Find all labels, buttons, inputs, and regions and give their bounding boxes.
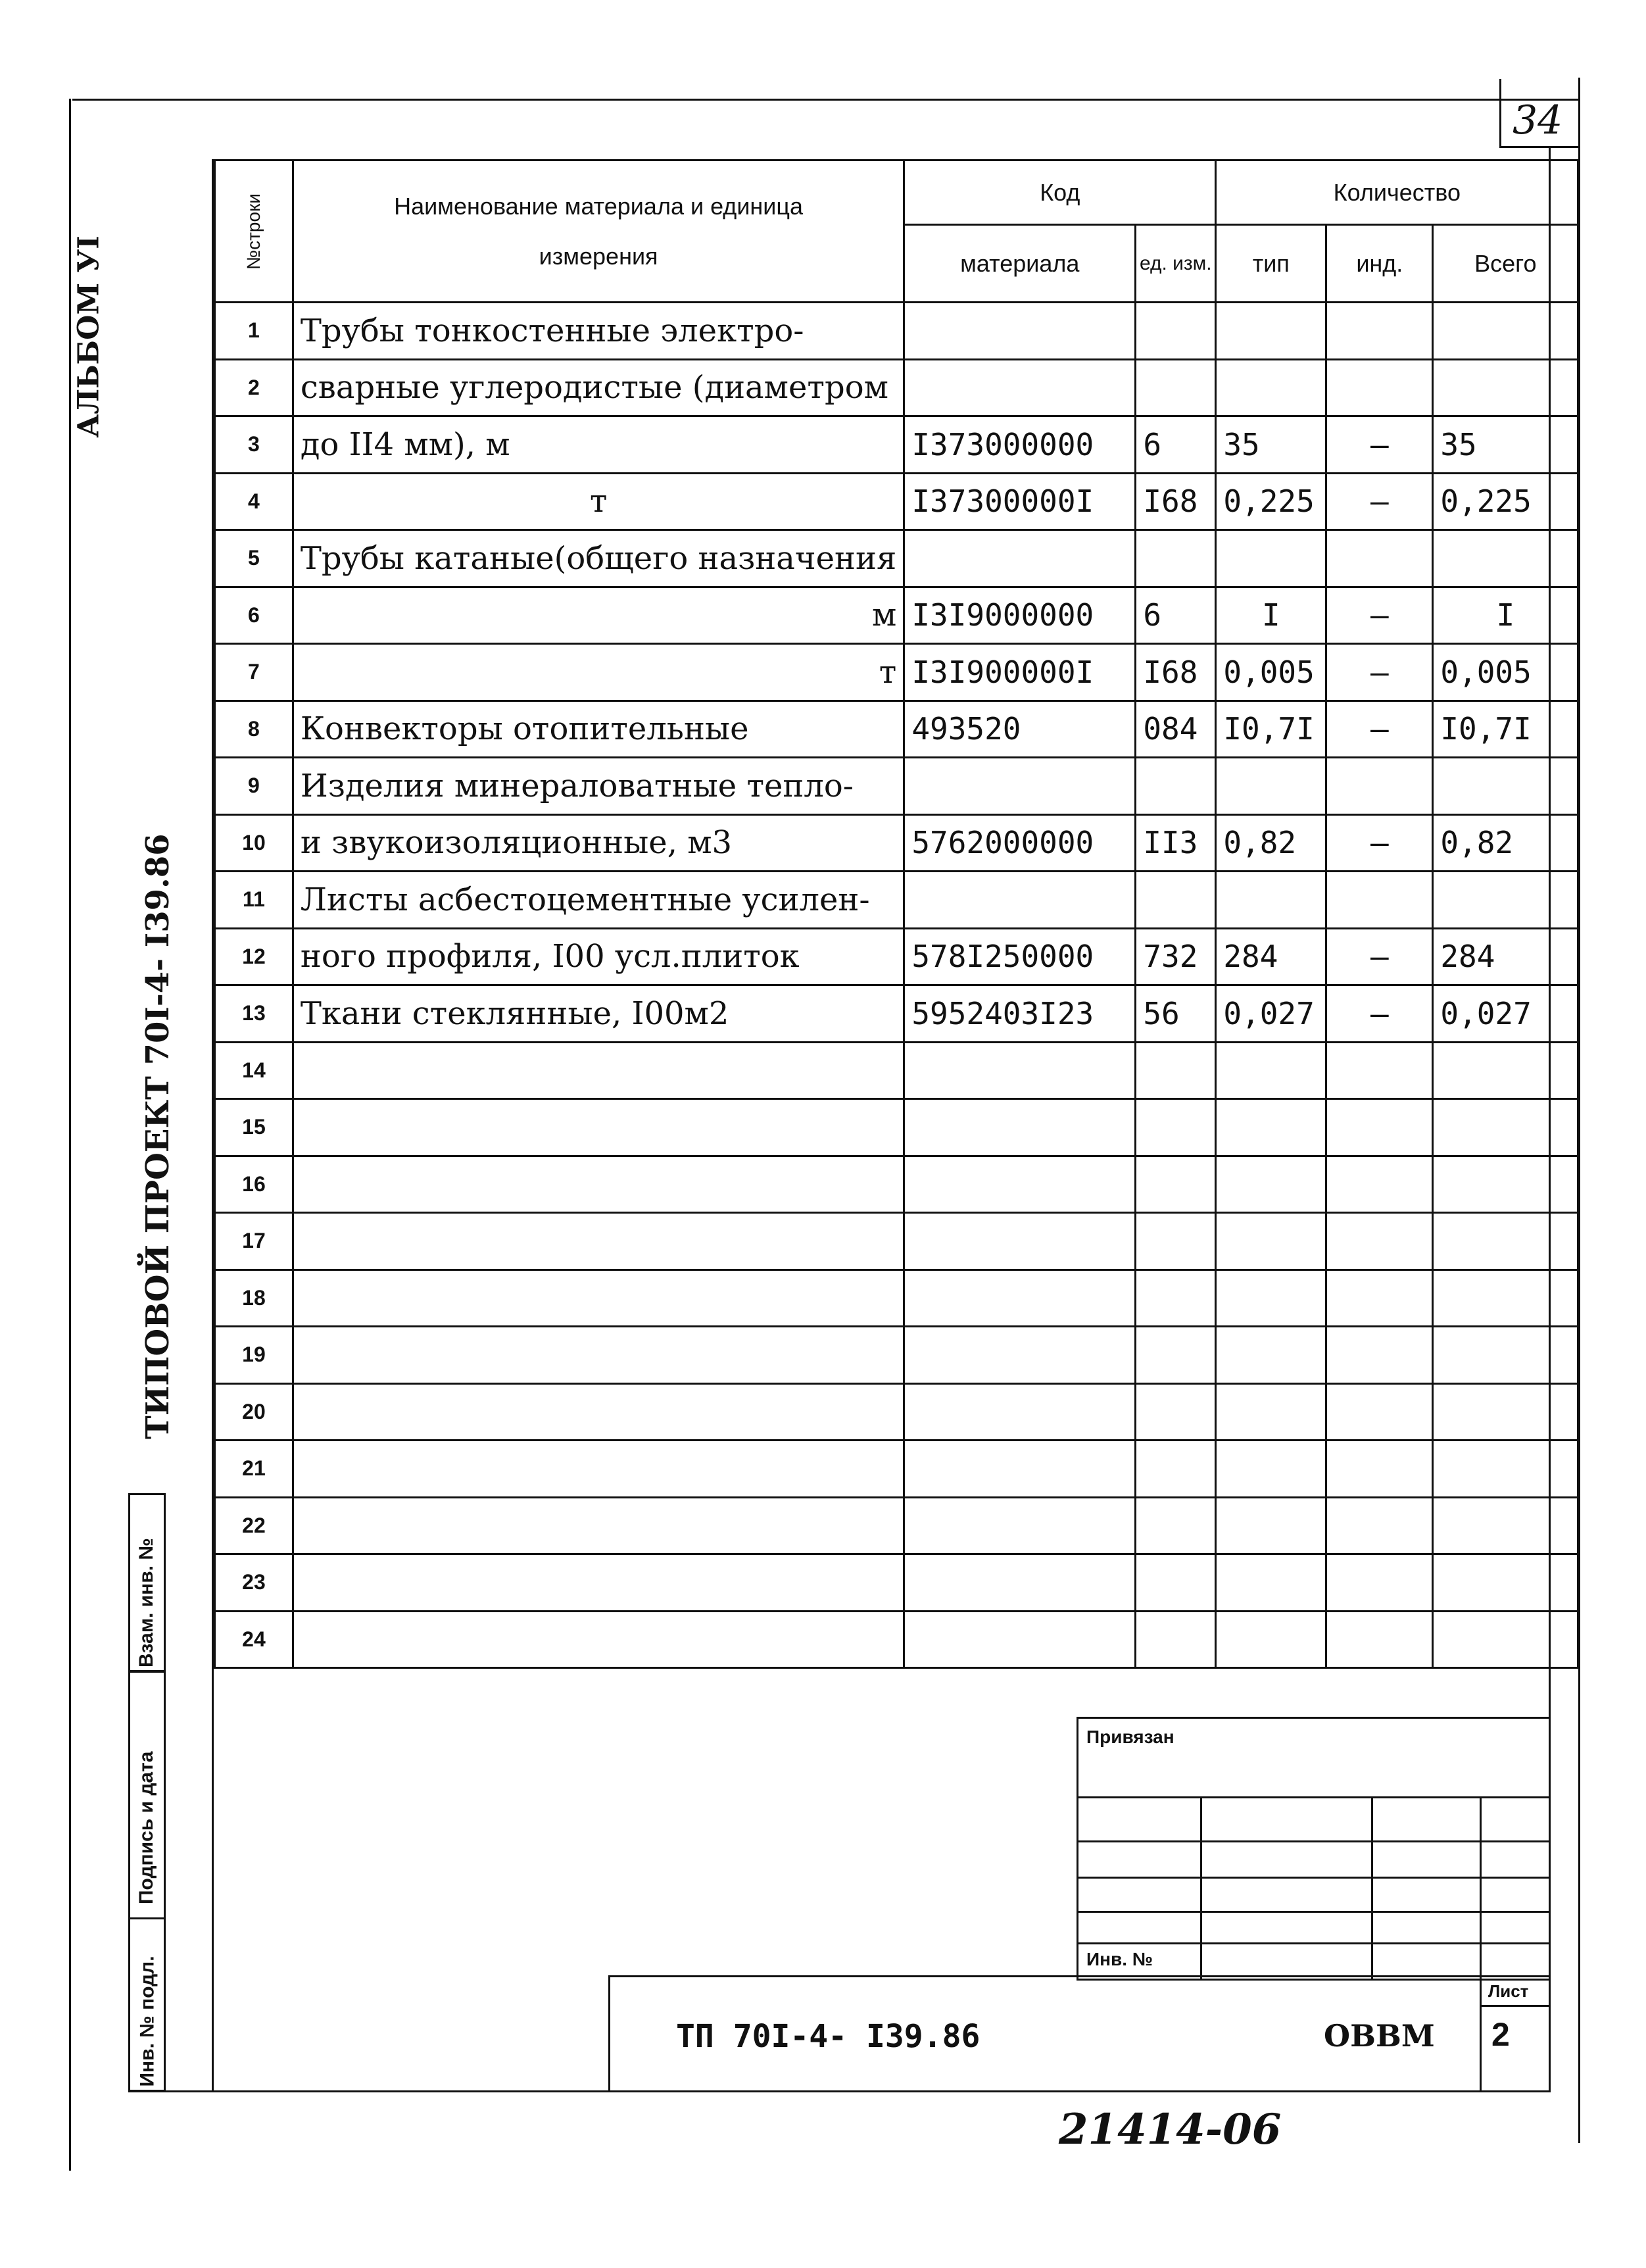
project-title: ТИПОВОЙ ПРОЕКТ 70I-4- I39.86 [139,833,176,1439]
material-code-cell [904,1156,1136,1213]
qty-type-cell: I [1216,587,1326,644]
doc-code: ТП 70I-4- I39.86 [676,2018,980,2055]
qty-type-cell [1216,1611,1326,1668]
unit-code-cell: I68 [1136,473,1216,530]
row-number-cell: 18 [215,1270,293,1327]
material-code-cell: I3I9000000 [904,587,1136,644]
material-name-cell [293,1611,904,1668]
row-number-cell: 16 [215,1156,293,1213]
table-row [215,758,1578,815]
table-row [215,359,1578,416]
material-name-cell [293,1213,904,1270]
stamp-column-signature [128,1671,166,1919]
qty-ind-cell [1326,1383,1433,1441]
material-code-cell [904,872,1136,929]
qty-type-cell: 284 [1216,928,1326,985]
qty-type-cell [1216,872,1326,929]
table-row [215,1042,1578,1099]
qty-ind-cell: – [1326,814,1433,872]
material-name-cell: Трубы катаные(общего назначения [293,530,904,587]
qty-ind-cell [1326,1099,1433,1156]
material-code-cell [904,1554,1136,1612]
doc-mark: ОВВМ [1324,2018,1435,2054]
frame-left-line [69,99,71,2171]
row-number-cell: 17 [215,1213,293,1270]
qty-total-cell [1433,1099,1578,1156]
unit-code-cell: 084 [1136,701,1216,758]
material-code-cell [904,359,1136,416]
grid-line [1200,1796,1202,1979]
qty-ind-cell [1326,303,1433,360]
qty-total-cell: 0,225 [1433,473,1578,530]
qty-type-cell [1216,1042,1326,1099]
sheet-cell-line [1480,1977,1482,2092]
row-number-cell: 10 [215,814,293,872]
row-number-cell: 2 [215,359,293,416]
materials-table [214,159,1579,1669]
qty-total-cell: 35 [1433,416,1578,474]
unit-code-cell [1136,1042,1216,1099]
qty-ind-cell [1326,359,1433,416]
material-code-cell [904,1270,1136,1327]
material-name-cell: и звукоизоляционные, м3 [293,814,904,872]
header-code: Код [904,160,1216,225]
table-row [215,1554,1578,1612]
row-number-cell: 6 [215,587,293,644]
privyazan-label: Привязан [1086,1727,1174,1747]
qty-ind-cell: – [1326,416,1433,474]
table-row [215,814,1578,872]
qty-ind-cell: – [1326,587,1433,644]
privyazan-block [1077,1717,1551,1981]
qty-type-cell [1216,1441,1326,1498]
qty-total-cell: 0,027 [1433,985,1578,1043]
material-code-cell: 5952403I23 [904,985,1136,1043]
material-code-cell [904,1497,1136,1554]
material-name-cell: Листы асбестоцементные усилен- [293,872,904,929]
qty-total-cell [1433,530,1578,587]
table-row [215,1383,1578,1441]
material-code-cell [904,1099,1136,1156]
header-code-unit [1136,225,1216,303]
qty-ind-cell: – [1326,985,1433,1043]
qty-total-cell [1433,872,1578,929]
stamp-label: Подпись и дата [135,1751,157,1904]
stamp-column-inv-original [128,1917,166,2092]
unit-code-cell [1136,1497,1216,1554]
qty-type-cell [1216,303,1326,360]
qty-ind-cell [1326,1270,1433,1327]
table-row [215,644,1578,701]
table-row [215,701,1578,758]
page-number: 34 [1513,97,1563,143]
material-code-cell: I3I900000I [904,644,1136,701]
qty-total-cell: 0,82 [1433,814,1578,872]
qty-ind-cell [1326,1554,1433,1612]
header-qty-total: Всего [1433,225,1578,303]
material-code-cell: I373000000 [904,416,1136,474]
material-name-cell [293,1327,904,1384]
qty-type-cell [1216,1554,1326,1612]
qty-ind-cell [1326,1213,1433,1270]
qty-ind-cell: – [1326,473,1433,530]
qty-type-cell [1216,1327,1326,1384]
material-name-cell [293,1383,904,1441]
qty-type-cell [1216,359,1326,416]
header-row-number-label: №строки [243,193,264,270]
stamp-label: Инв. № подл. [136,1956,158,2087]
table-row [215,416,1578,474]
table-row [215,1213,1578,1270]
material-name-cell: до II4 мм), м [293,416,904,474]
material-name-cell: Трубы тонкостенные электро- [293,303,904,360]
header-name-label: Наименование материала и единица измерения [394,192,804,270]
unit-code-cell: I68 [1136,644,1216,701]
material-code-cell [904,1611,1136,1668]
table-row [215,872,1578,929]
qty-total-cell [1433,359,1578,416]
unit-code-cell [1136,758,1216,815]
table-row [215,1611,1578,1668]
unit-code-cell [1136,303,1216,360]
qty-type-cell: 35 [1216,416,1326,474]
qty-ind-cell [1326,872,1433,929]
row-number-cell: 7 [215,644,293,701]
row-number-cell: 12 [215,928,293,985]
unit-code-cell [1136,1156,1216,1213]
grid-line [1480,1796,1482,1979]
material-name-cell: т [293,473,904,530]
qty-type-cell [1216,530,1326,587]
page-number-box-line [1499,79,1501,148]
material-name-cell [293,1497,904,1554]
sheet-number: 2 [1491,2016,1510,2053]
material-name-cell: сварные углеродистые (диаметром [293,359,904,416]
unit-code-cell [1136,1441,1216,1498]
qty-total-cell [1433,1611,1578,1668]
unit-code-cell [1136,1554,1216,1612]
qty-total-cell: I [1433,587,1578,644]
header-qty-ind: инд. [1326,225,1433,303]
header-name [293,160,904,303]
material-name-cell [293,1156,904,1213]
qty-total-cell [1433,1042,1578,1099]
qty-type-cell [1216,1497,1326,1554]
qty-total-cell [1433,1156,1578,1213]
material-name-cell: Изделия минераловатные тепло- [293,758,904,815]
grid-line [1371,1796,1373,1979]
doc-stamp [608,1975,1551,2092]
row-number-cell: 9 [215,758,293,815]
row-number-cell: 23 [215,1554,293,1612]
qty-ind-cell [1326,758,1433,815]
row-number-cell: 1 [215,303,293,360]
row-number-cell: 5 [215,530,293,587]
qty-type-cell [1216,1270,1326,1327]
qty-total-cell [1433,1327,1578,1384]
material-code-cell [904,1327,1136,1384]
material-name-cell: Ткани стеклянные, I00м2 [293,985,904,1043]
unit-code-cell [1136,359,1216,416]
material-code-cell [904,530,1136,587]
row-number-cell: 13 [215,985,293,1043]
row-number-cell: 19 [215,1327,293,1384]
material-code-cell [904,1042,1136,1099]
unit-code-cell [1136,872,1216,929]
header-qty-type: тип [1216,225,1326,303]
header-code-unit-label: ед. изм. [1139,252,1212,274]
unit-code-cell [1136,530,1216,587]
qty-total-cell [1433,303,1578,360]
stamp-label: Взам. инв. № [135,1538,157,1667]
qty-total-cell: 284 [1433,928,1578,985]
stamp-column-replacement [128,1493,166,1672]
unit-code-cell: 732 [1136,928,1216,985]
material-name-cell: м [293,587,904,644]
qty-type-cell: 0,225 [1216,473,1326,530]
qty-type-cell [1216,1383,1326,1441]
row-number-cell: 11 [215,872,293,929]
header-code-material: материала [904,225,1136,303]
qty-total-cell [1433,1383,1578,1441]
row-number-cell: 24 [215,1611,293,1668]
row-number-cell: 15 [215,1099,293,1156]
unit-code-cell [1136,1327,1216,1384]
qty-ind-cell [1326,1497,1433,1554]
row-number-cell: 14 [215,1042,293,1099]
handwritten-code: 21414-06 [1059,2105,1282,2154]
qty-ind-cell [1326,1327,1433,1384]
qty-ind-cell: – [1326,928,1433,985]
qty-total-cell [1433,1554,1578,1612]
qty-total-cell [1433,1497,1578,1554]
qty-total-cell [1433,1270,1578,1327]
qty-total-cell [1433,758,1578,815]
table-row [215,587,1578,644]
unit-code-cell: 56 [1136,985,1216,1043]
material-name-cell [293,1554,904,1612]
row-number-cell: 3 [215,416,293,474]
qty-ind-cell [1326,1441,1433,1498]
qty-type-cell [1216,758,1326,815]
qty-type-cell [1216,1099,1326,1156]
material-name-cell: Конвекторы отопительные [293,701,904,758]
unit-code-cell [1136,1611,1216,1668]
table-row [215,1441,1578,1498]
unit-code-cell [1136,1383,1216,1441]
sheet-cell-line [1480,2005,1551,2007]
material-name-cell [293,1270,904,1327]
material-name-cell [293,1441,904,1498]
table-row [215,303,1578,360]
unit-code-cell [1136,1270,1216,1327]
page-number-box-bottom [1499,146,1580,148]
material-code-cell [904,1441,1136,1498]
qty-total-cell: 0,005 [1433,644,1578,701]
table-row [215,1327,1578,1384]
sheet-label: Лист [1488,1981,1529,2001]
table-row [215,985,1578,1043]
material-name-cell: ного профиля, I00 усл.плиток [293,928,904,985]
material-code-cell: 5762000000 [904,814,1136,872]
material-code-cell [904,1383,1136,1441]
table-row [215,530,1578,587]
qty-total-cell [1433,1213,1578,1270]
table-row [215,1497,1578,1554]
qty-ind-cell [1326,530,1433,587]
table-row [215,473,1578,530]
inv-no-label: Инв. № [1086,1949,1153,1969]
qty-type-cell [1216,1156,1326,1213]
unit-code-cell: 6 [1136,416,1216,474]
qty-ind-cell: – [1326,644,1433,701]
qty-type-cell: 0,005 [1216,644,1326,701]
qty-ind-cell [1326,1611,1433,1668]
material-code-cell [904,303,1136,360]
qty-type-cell: 0,82 [1216,814,1326,872]
material-code-cell [904,1213,1136,1270]
material-code-cell: 493520 [904,701,1136,758]
row-number-cell: 4 [215,473,293,530]
row-number-cell: 8 [215,701,293,758]
qty-type-cell: I0,7I [1216,701,1326,758]
material-code-cell: 578I250000 [904,928,1136,985]
unit-code-cell: 6 [1136,587,1216,644]
qty-ind-cell [1326,1156,1433,1213]
frame-top-line [72,99,1578,101]
row-number-cell: 22 [215,1497,293,1554]
unit-code-cell [1136,1099,1216,1156]
material-name-cell: т [293,644,904,701]
qty-type-cell: 0,027 [1216,985,1326,1043]
table-row [215,928,1578,985]
table-row [215,1270,1578,1327]
qty-total-cell: I0,7I [1433,701,1578,758]
material-name-cell [293,1042,904,1099]
qty-ind-cell: – [1326,701,1433,758]
qty-ind-cell [1326,1042,1433,1099]
row-number-cell: 20 [215,1383,293,1441]
header-quantity: Количество [1216,160,1578,225]
table-row [215,1156,1578,1213]
material-name-cell [293,1099,904,1156]
album-title: АЛЬБОМ УI [72,235,106,438]
row-number-cell: 21 [215,1441,293,1498]
unit-code-cell: II3 [1136,814,1216,872]
qty-type-cell [1216,1213,1326,1270]
material-code-cell [904,758,1136,815]
material-code-cell: I37300000I [904,473,1136,530]
qty-total-cell [1433,1441,1578,1498]
unit-code-cell [1136,1213,1216,1270]
header-row-number [215,160,293,303]
table-row [215,1099,1578,1156]
